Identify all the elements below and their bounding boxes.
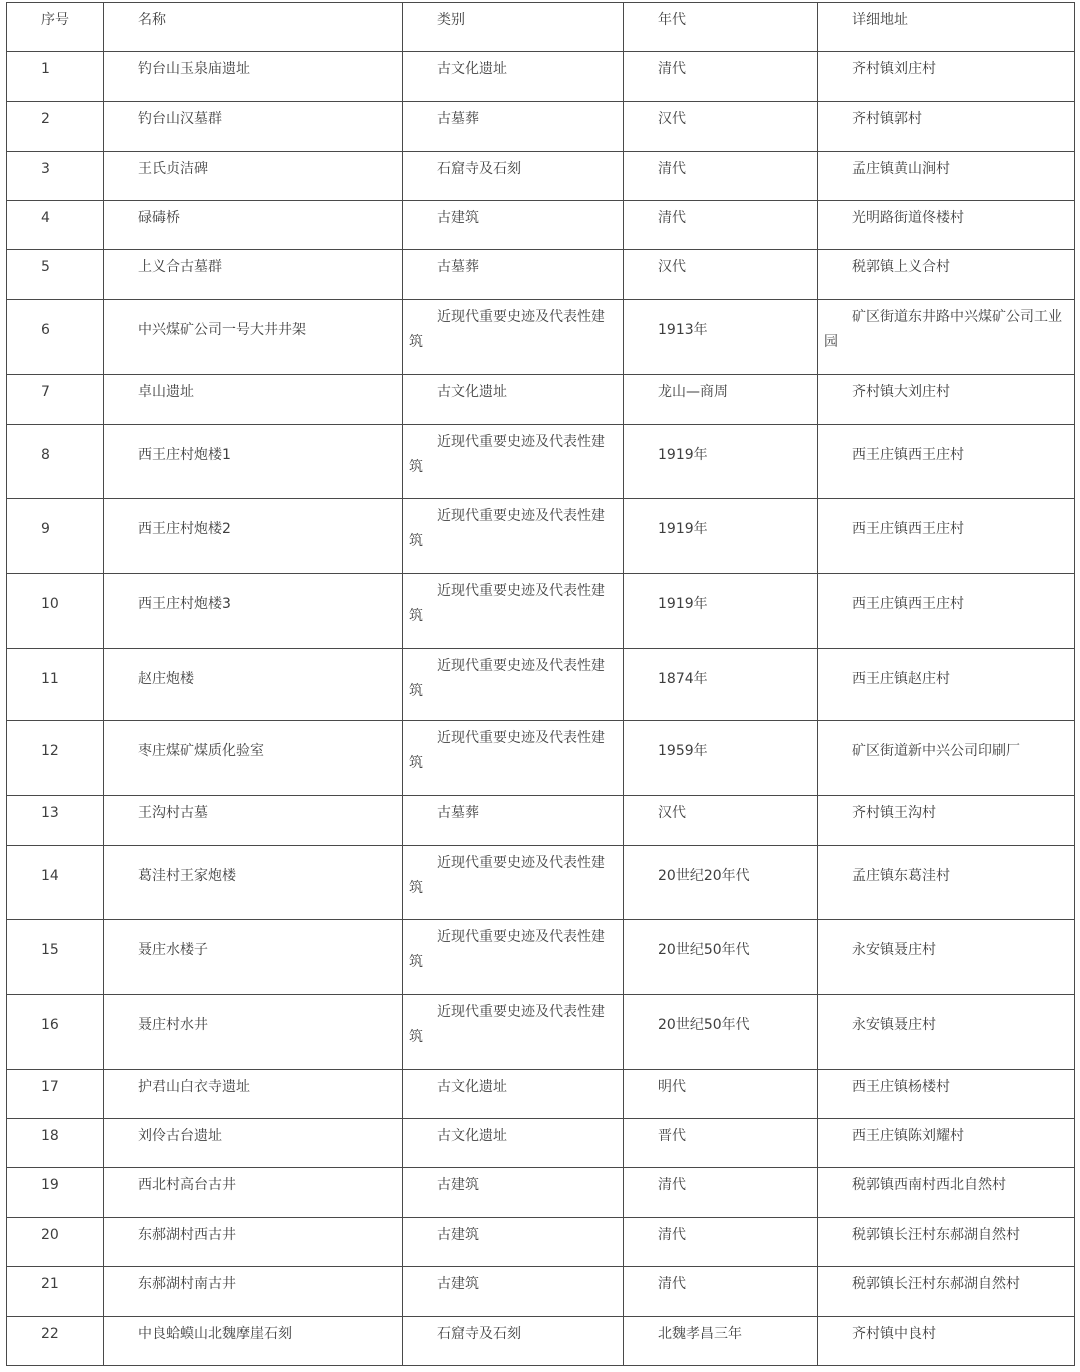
- row-number: 4: [41, 210, 50, 226]
- row-name: 西北村高台古井: [138, 1177, 236, 1193]
- table-row: [7, 1070, 1075, 1119]
- row-era: 1913年: [658, 322, 708, 338]
- row-category: 古墓葬: [437, 259, 479, 275]
- row-era: 汉代: [658, 805, 686, 821]
- row-category: 近现代重要史迹及代表性建筑: [409, 583, 605, 624]
- row-name: 刘伶古台遗址: [138, 1128, 222, 1144]
- row-address: 永安镇聂庄村: [852, 1017, 936, 1033]
- row-name: 王沟村古墓: [138, 805, 208, 821]
- row-name: 钓台山玉泉庙遗址: [138, 61, 250, 77]
- row-number: 16: [41, 1017, 59, 1033]
- row-address: 齐村镇王沟村: [852, 805, 936, 821]
- row-name: 钓台山汉墓群: [138, 111, 222, 127]
- header-category: 类别: [437, 12, 465, 28]
- row-address: 光明路街道佟楼村: [852, 210, 964, 226]
- table-row: [7, 796, 1075, 846]
- row-address: 西王庄镇西王庄村: [852, 521, 964, 537]
- row-category: 古建筑: [437, 1276, 479, 1292]
- row-category: 古墓葬: [437, 111, 479, 127]
- row-name: 西王庄村炮楼3: [138, 596, 231, 612]
- table-row: [7, 649, 1075, 721]
- table-body: [7, 3, 1075, 1366]
- row-era: 汉代: [658, 259, 686, 275]
- row-era: 汉代: [658, 111, 686, 127]
- row-address: 税郭镇上义合村: [852, 259, 950, 275]
- row-category: 古文化遗址: [437, 384, 507, 400]
- row-address: 孟庄镇黄山涧村: [852, 161, 950, 177]
- row-number: 22: [41, 1326, 59, 1342]
- row-address: 西王庄镇赵庄村: [852, 671, 950, 687]
- row-category: 古建筑: [437, 1227, 479, 1243]
- row-category: 近现代重要史迹及代表性建筑: [409, 730, 605, 771]
- row-name: 中兴煤矿公司一号大井井架: [138, 322, 306, 338]
- row-era: 20世纪50年代: [658, 942, 750, 958]
- row-number: 7: [41, 384, 50, 400]
- row-name: 碌碡桥: [138, 210, 180, 226]
- table-row: [7, 1317, 1075, 1366]
- row-address: 西王庄镇西王庄村: [852, 447, 964, 463]
- row-name: 中良蛤蟆山北魏摩崖石刻: [138, 1326, 292, 1342]
- table-row: [7, 995, 1075, 1070]
- row-address: 齐村镇中良村: [852, 1326, 936, 1342]
- row-name: 东郝湖村西古井: [138, 1227, 236, 1243]
- row-category: 古文化遗址: [437, 61, 507, 77]
- table-row: [7, 574, 1075, 649]
- row-era: 1919年: [658, 521, 708, 537]
- row-era: 1959年: [658, 743, 708, 759]
- row-number: 9: [41, 521, 50, 537]
- row-category: 古建筑: [437, 1177, 479, 1193]
- table-row: [7, 201, 1075, 250]
- row-category: 近现代重要史迹及代表性建筑: [409, 1004, 605, 1045]
- row-number: 11: [41, 671, 59, 687]
- row-category: 古建筑: [437, 210, 479, 226]
- row-era: 龙山—商周: [658, 384, 728, 400]
- row-category: 近现代重要史迹及代表性建筑: [409, 434, 605, 475]
- row-number: 5: [41, 259, 50, 275]
- row-name: 葛洼村王家炮楼: [138, 868, 236, 884]
- row-era: 1919年: [658, 596, 708, 612]
- table-row: [7, 920, 1075, 995]
- row-era: 20世纪50年代: [658, 1017, 750, 1033]
- row-category: 石窟寺及石刻: [437, 1326, 521, 1342]
- table-row: [7, 846, 1075, 920]
- row-name: 东郝湖村南古井: [138, 1276, 236, 1292]
- row-number: 13: [41, 805, 59, 821]
- row-name: 聂庄水楼子: [138, 942, 208, 958]
- row-name: 护君山白衣寺遗址: [138, 1079, 250, 1095]
- row-address: 西王庄镇陈刘耀村: [852, 1128, 964, 1144]
- header-address: 详细地址: [852, 12, 908, 28]
- table-row: [7, 375, 1075, 425]
- table-row: [7, 499, 1075, 574]
- table-row: [7, 1218, 1075, 1267]
- row-name: 枣庄煤矿煤质化验室: [138, 743, 264, 759]
- row-era: 清代: [658, 61, 686, 77]
- row-name: 西王庄村炮楼2: [138, 521, 231, 537]
- table-row: [7, 102, 1075, 152]
- row-era: 晋代: [658, 1128, 686, 1144]
- row-era: 清代: [658, 161, 686, 177]
- row-category: 近现代重要史迹及代表性建筑: [409, 929, 605, 970]
- row-era: 清代: [658, 1177, 686, 1193]
- row-number: 14: [41, 868, 59, 884]
- row-address: 西王庄镇西王庄村: [852, 596, 964, 612]
- row-era: 北魏孝昌三年: [658, 1326, 742, 1342]
- row-address: 齐村镇刘庄村: [852, 61, 936, 77]
- header-era: 年代: [658, 12, 686, 28]
- row-era: 1919年: [658, 447, 708, 463]
- table-row: [7, 425, 1075, 499]
- row-name: 上义合古墓群: [138, 259, 222, 275]
- row-address: 孟庄镇东葛洼村: [852, 868, 950, 884]
- row-category: 近现代重要史迹及代表性建筑: [409, 658, 605, 699]
- row-category: 近现代重要史迹及代表性建筑: [409, 508, 605, 549]
- table-row: [7, 250, 1075, 300]
- row-era: 清代: [658, 1227, 686, 1243]
- row-address: 矿区街道新中兴公司印刷厂: [852, 743, 1020, 759]
- header-name: 名称: [138, 12, 166, 28]
- row-era: 1874年: [658, 671, 708, 687]
- row-category: 近现代重要史迹及代表性建筑: [409, 309, 605, 350]
- row-address: 齐村镇郭村: [852, 111, 922, 127]
- row-name: 赵庄炮楼: [138, 671, 194, 687]
- row-era: 清代: [658, 1276, 686, 1292]
- row-number: 19: [41, 1177, 59, 1193]
- table-row: [7, 300, 1075, 375]
- table-row: [7, 1119, 1075, 1168]
- row-address: 矿区街道东井路中兴煤矿公司工业园: [824, 309, 1062, 350]
- row-era: 明代: [658, 1079, 686, 1095]
- row-number: 10: [41, 596, 59, 612]
- row-number: 1: [41, 61, 50, 77]
- row-address: 齐村镇大刘庄村: [852, 384, 950, 400]
- row-address: 税郭镇西南村西北自然村: [852, 1177, 1006, 1193]
- table-row: [7, 52, 1075, 102]
- row-name: 卓山遗址: [138, 384, 194, 400]
- row-number: 20: [41, 1227, 59, 1243]
- table-header-row: [7, 3, 1075, 52]
- row-number: 8: [41, 447, 50, 463]
- row-name: 聂庄村水井: [138, 1017, 208, 1033]
- row-number: 17: [41, 1079, 59, 1095]
- row-era: 清代: [658, 210, 686, 226]
- row-category: 古文化遗址: [437, 1128, 507, 1144]
- header-number: 序号: [41, 12, 69, 28]
- table-row: [7, 1267, 1075, 1317]
- row-category: 石窟寺及石刻: [437, 161, 521, 177]
- table-row: [7, 152, 1075, 201]
- row-number: 6: [41, 322, 50, 338]
- table-row: [7, 1168, 1075, 1218]
- row-category: 近现代重要史迹及代表性建筑: [409, 855, 605, 896]
- row-number: 21: [41, 1276, 59, 1292]
- row-era: 20世纪20年代: [658, 868, 750, 884]
- row-number: 12: [41, 743, 59, 759]
- row-address: 税郭镇长汪村东郝湖自然村: [852, 1227, 1020, 1243]
- row-address: 西王庄镇杨楼村: [852, 1079, 950, 1095]
- row-address: 税郭镇长汪村东郝湖自然村: [852, 1276, 1020, 1292]
- row-name: 王氏贞洁碑: [138, 161, 208, 177]
- row-category: 古文化遗址: [437, 1079, 507, 1095]
- row-category: 古墓葬: [437, 805, 479, 821]
- row-address: 永安镇聂庄村: [852, 942, 936, 958]
- row-number: 15: [41, 942, 59, 958]
- cultural-relics-table: [6, 2, 1075, 1366]
- row-number: 18: [41, 1128, 59, 1144]
- row-number: 2: [41, 111, 50, 127]
- row-name: 西王庄村炮楼1: [138, 447, 231, 463]
- row-number: 3: [41, 161, 50, 177]
- table-row: [7, 721, 1075, 796]
